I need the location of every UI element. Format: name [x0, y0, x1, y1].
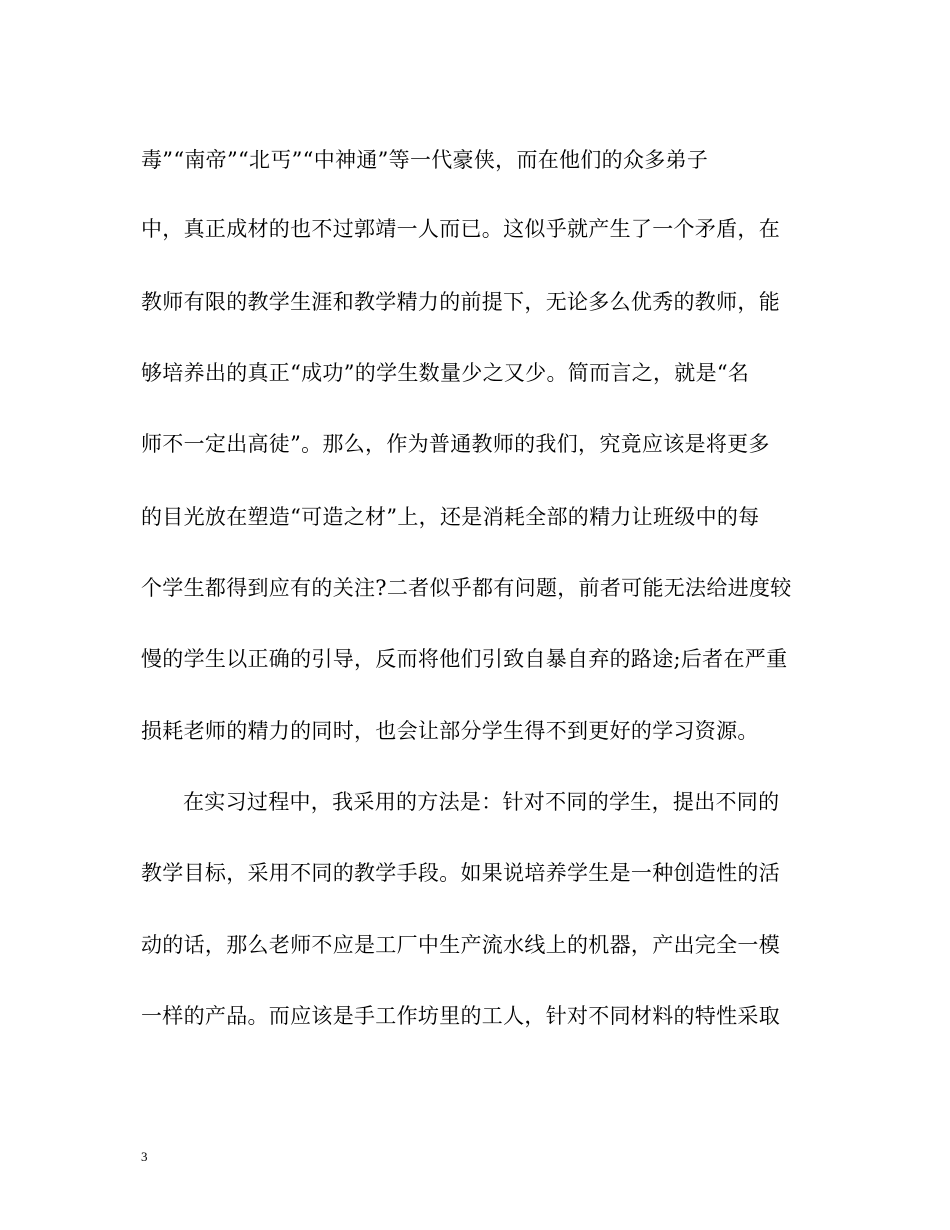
text-line-indented: 在实习过程中，我采用的方法是：针对不同的学生，提出不同的	[183, 790, 780, 814]
text-line: 教学目标，采用不同的教学手段。如果说培养学生是一种创造性的活	[141, 861, 780, 885]
text-line: 损耗老师的精力的同时，也会让部分学生得不到更好的学习资源。	[141, 719, 759, 743]
text-line: 中，真正成材的也不过郭靖一人而已。这似乎就产生了一个矛盾，在	[141, 217, 780, 241]
text-line: 毒”“南帝”“北丐”“中神通”等一代豪侠，而在他们的众多弟子	[141, 148, 709, 172]
text-line: 师不一定出高徒”。那么，作为普通教师的我们，究竟应该是将更多	[141, 432, 770, 456]
page-number: 3	[141, 1149, 148, 1164]
text-line: 的目光放在塑造“可造之材”上，还是消耗全部的精力让班级中的每	[141, 505, 760, 529]
text-line: 慢的学生以正确的引导，反而将他们引致自暴自弃的路途;后者在严重	[141, 647, 788, 671]
text-line: 动的话，那么老师不应是工厂中生产流水线上的机器，产出完全一模	[141, 933, 780, 957]
text-line: 教师有限的教学生涯和教学精力的前提下，无论多么优秀的教师，能	[141, 290, 780, 314]
text-line: 一样的产品。而应该是手工作坊里的工人，针对不同材料的特性采取	[141, 1004, 780, 1028]
text-line: 个学生都得到应有的关注?二者似乎都有问题，前者可能无法给进度较	[141, 576, 792, 600]
text-line: 够培养出的真正“成功”的学生数量少之又少。简而言之，就是“名	[141, 361, 750, 385]
